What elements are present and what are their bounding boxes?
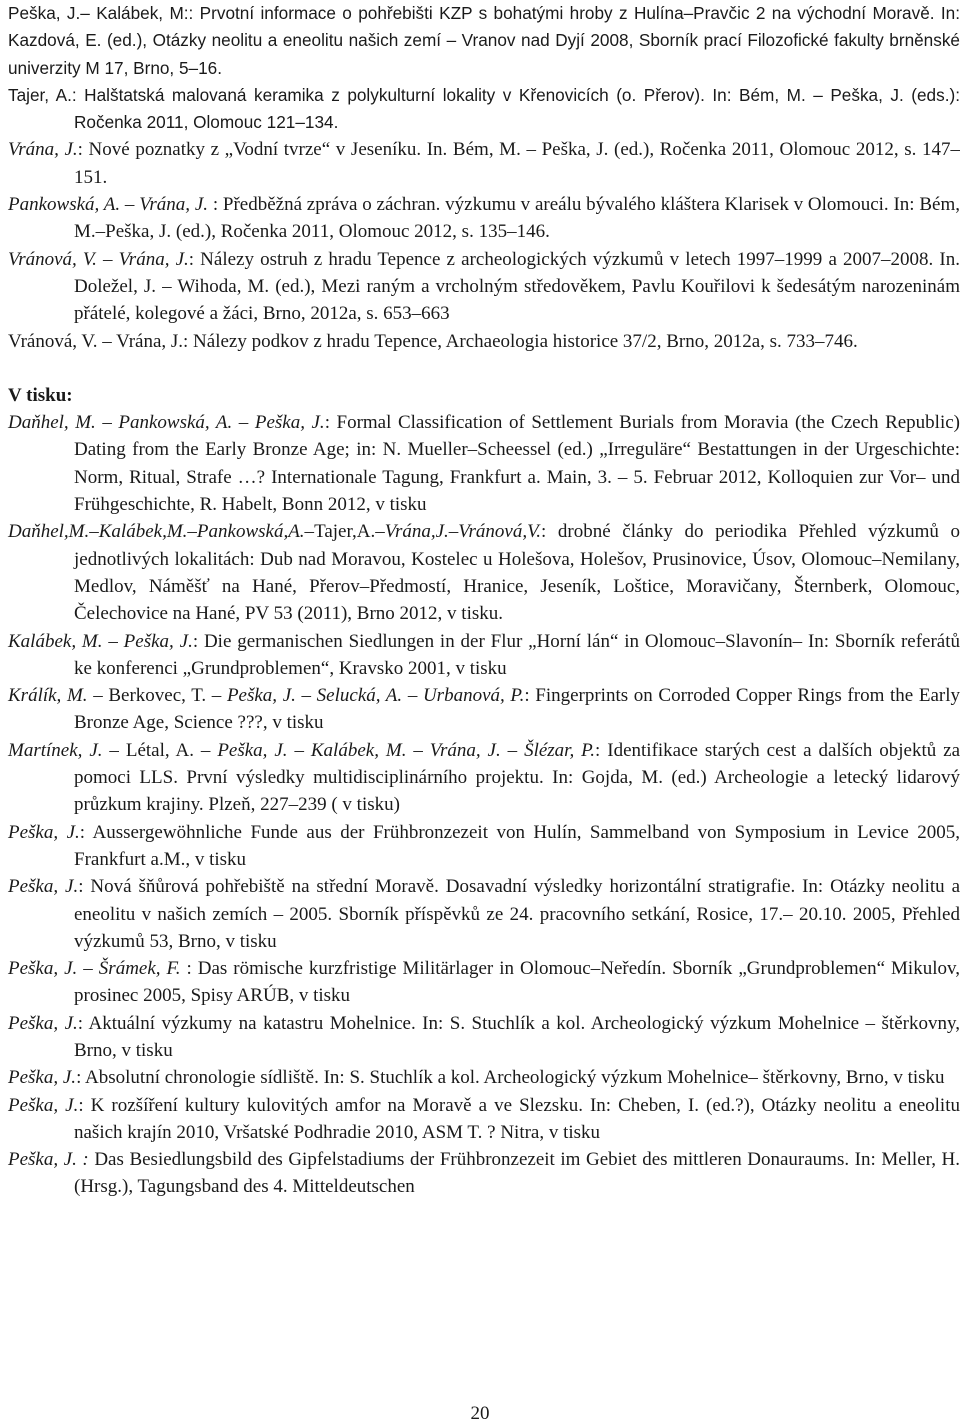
bib-entry (8, 1092, 960, 1147)
section-spacer (8, 355, 960, 382)
bib-author: Králík, M. (8, 685, 88, 707)
bib-author: Peška, J. – Kalábek, M. – Vrána, J. – Šlézar, P. (217, 739, 596, 761)
bib-text: – Berkovec, T. – (87, 685, 227, 707)
bib-entry (8, 518, 960, 627)
bib-text: : Nová šňůrová pohřebiště na střední Moravě. Dosavadní výsledky horizontální stratigrafie. In: Otázky neolitu a eneolitu v našich zemích – 2005. Sborník příspěvků ze 24. pracovního setkání, Rosice, 17.– 20.10. 2005, Přehled výzkumů 53, Brno, v tisku (74, 876, 960, 952)
bib-author: Peška, J. – Šrámek, F. (8, 958, 181, 980)
bib-author: Peška, J. (8, 876, 79, 898)
bib-entry (8, 1146, 960, 1201)
bib-entry (8, 873, 960, 955)
bib-text: : Halštatská malovaná keramika z polykulturní lokality v Křenovicích (o. Přerov). In: Bém, M. – Peška, J. (eds.): Ročenka 2011, Olomouc 121–134. (71, 84, 960, 133)
bib-entry (8, 682, 960, 737)
bib-author: Peška, J. – Selucká, A. – Urbanová, P. (226, 685, 525, 707)
bib-entry (8, 409, 960, 518)
bib-entry (8, 82, 960, 137)
bib-text: : Formal Classification of Settlement Burials from Moravia (the Czech Republic) Dating from the Early Bronze Age; in: N. Mueller–Scheessel (ed.) „Irreguläre“ Bestattungen in der Urgeschichte: Norm, Ritual, Strafe …? Internationale Tagung, Frankfurt a. Main, 3. – 5. Februar 2012, Kolloquien zur Vor– und Frühgeschichte, R. Habelt, Bonn 2012, v tisku (74, 412, 960, 516)
page-number: 20 (470, 1403, 490, 1424)
bib-entry (8, 1010, 960, 1065)
bib-author: Peška, J. (8, 821, 80, 843)
bib-text: : Identifikace starých cest a dalších objektů za pomoci LLS. První výsledky multidisciplinárního projektu. In: Gojda, M. (ed.) Archeologie a letecký lidarový průzkum krajiny. Plzeň, 227–239 ( v tisku) (74, 739, 960, 816)
bib-author: Vrána, J. (8, 139, 78, 161)
bib-author: Peška, J. (8, 1067, 77, 1089)
bib-author: Peška, J. (8, 1094, 79, 1116)
bib-text: : Die germanischen Siedlungen in der Flur „Horní lán“ in Olomouc–Slavonín– In: Sborník referátů ke konferenci „Grundproblemen“, Kravsko 2001, v tisku (74, 630, 960, 679)
bib-text: : Aussergewöhnliche Funde aus der Frühbronzezeit von Hulín, Sammelband von Symposium in Levice 2005, Frankfurt a.M., v tisku (74, 821, 960, 870)
bib-text: : Fingerprints on Corroded Copper Rings from the Early Bronze Age, Science ???, v tisku (74, 685, 960, 734)
bib-entry (8, 328, 960, 355)
bib-author: –Vrána,J.–Vránová,V. (375, 521, 541, 543)
bib-text: : Absolutní chronologie sídliště. In: S. Stuchlík a kol. Archeologický výzkum Mohelnice– štěrkovny, Brno, v tisku (76, 1067, 945, 1089)
bib-entry (8, 136, 960, 191)
bib-entry (8, 955, 960, 1010)
bibliography (8, 0, 960, 1201)
bib-text: Peška, J.– Kalábek, M:: Prvotní informace o pohřebišti KZP s bohatými hroby z Hulína–Pravčic 2 na východní Moravě. In: Kazdová, E. (ed.), Otázky neolitu a eneolitu našich zemí – Vranov nad Dyjí 2008, Sborník prací Filozofické fakulty brněnské univerzity M 17, Brno, 5–16. (8, 3, 960, 78)
bib-text: : K rozšíření kultury kulovitých amfor na Moravě a ve Slezsku. In: Cheben, I. (ed.?), Otázky neolitu a eneolitu našich krajín 2010, Vršatské Podhradie 2010, ASM T. ? Nitra, v tisku (74, 1094, 960, 1143)
section-heading: V tisku: (8, 384, 73, 406)
bib-author: Martínek, J. (8, 739, 103, 761)
bib-entry (8, 819, 960, 874)
bib-text: : Nové poznatky z „Vodní tvrze“ v Jeseníku. In. Bém, M. – Peška, J. (ed.), Ročenka 2011, Olomouc 2012, s. 147–151. (74, 139, 960, 188)
bib-text: Vránová, V. – Vrána, J.: Nálezy podkov z hradu Tepence, Archaeologia historice 37/2, Brno, 2012a, s. 733–746. (8, 330, 858, 352)
bib-text: : Nálezy ostruh z hradu Tepence z archeologických výzkumů v letech 1997–1999 a 2007–2008. In. Doležel, J. – Wihoda, M. (ed.), Mezi raným a vrcholným středověkem, Pavlu Kouřilovi k šedesátým narozeninám přátelé, kolegové a žáci, Brno, 2012a, s. 653–663 (74, 248, 960, 325)
bib-text: : Aktuální výzkumy na katastru Mohelnice. In: S. Stuchlík a kol. Archeologický výzkum Mohelnice – štěrkovny, Brno, v tisku (74, 1012, 960, 1061)
bib-author-plain: Tajer,A. (314, 521, 376, 543)
bib-text: : Předběžná zpráva o záchran. výzkumu v areálu bývalého kláštera Klarisek v Olomouci. In: Bém, M.–Peška, J. (ed.), Ročenka 2011, Olomouc 2012, s. 135–146. (74, 194, 960, 243)
bib-author: Daňhel, M. – Pankowská, A. – Peška, J. (8, 412, 325, 434)
bib-author: Tajer, A. (8, 84, 72, 105)
bib-entry (8, 246, 960, 328)
bib-entry (8, 1064, 960, 1091)
bib-entry (8, 737, 960, 819)
bib-entry (8, 628, 960, 683)
bib-entry (8, 0, 960, 82)
bib-author: Peška, J. : (8, 1149, 89, 1171)
bib-author: Vránová, V. – Vrána, J. (8, 248, 189, 270)
bib-text: : Das römische kurzfristige Militärlager in Olomouc–Neředín. Sborník „Grundproblemen“ Mikulov, prosinec 2005, Spisy ARÚB, v tisku (74, 958, 960, 1007)
bib-text: – Létal, A. – (102, 739, 218, 761)
bib-author: Kalábek, M. – Peška, J. (8, 630, 193, 652)
bib-author: Daňhel,M.–Kalábek,M.–Pankowská,A.– (8, 521, 315, 543)
bib-entry (8, 191, 960, 246)
bib-text: : drobné články do periodika Přehled výzkumů o jednotlivých lokalitách: Dub nad Moravou, Kostelec u Holešova, Holešov, Prusinovice, Úsov, Olomouc–Nemilany, Medlov, Náměšť na Hané, Přerov–Předmostí, Hranice, Jeseník, Loštice, Moravičany, Šternberk, Olomouc, Čelechovice na Hané, PV 53 (2011), Brno 2012, v tisku. (74, 521, 960, 625)
bib-text: Das Besiedlungsbild des Gipfelstadiums der Frühbronzezeit im Gebiet des mittleren Donauraums. In: Meller, H. (Hrsg.), Tagungsband des 4. Mitteldeutschen (74, 1149, 960, 1198)
bib-author: Pankowská, A. – Vrána, J. (8, 194, 209, 216)
bib-author: Peška, J. (8, 1012, 78, 1034)
